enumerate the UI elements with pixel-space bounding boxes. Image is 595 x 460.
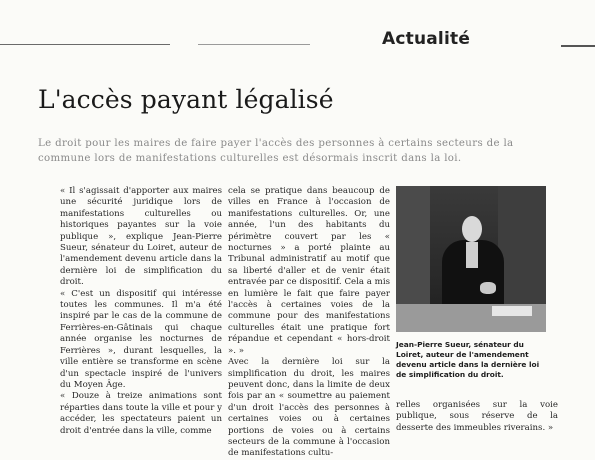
paragraph: relles organisées sur la voie publique, sous réserve de la desserte des immeubles riverains. » (396, 400, 558, 433)
photo-paper (492, 306, 532, 316)
article-column-1 (60, 186, 222, 437)
paragraph: « C'est un dispositif qui intéresse toutes les communes. Il m'a été inspiré par le cas de la commune de Ferrières-en-Gâtinais qui chaque année organise les nocturnes de Ferrières », durant lesquelles, la ville entière se transforme en scène d'un spectacle inspiré de l'univers du Moyen Âge. (60, 288, 222, 390)
photo-caption: Jean-Pierre Sueur, sénateur du Loiret, auteur de l'amendement devenu article dans la dernière loi de simplification du droit. (396, 340, 540, 379)
article-title: L'accès payant légalisé (38, 85, 334, 114)
portrait-photo (396, 186, 546, 332)
top-rule-left (0, 44, 170, 45)
photo-figure-hand (480, 282, 496, 294)
photo-figure-shirt (466, 242, 478, 268)
paragraph: cela se pratique dans beaucoup de villes en France à l'occasion de manifestations culturelles. Or, une année, l'un des habitants du périmètre couvert par les « nocturnes » a porté plainte au Tribunal administratif au motif que sa liberté d'aller et de venir était entravée par ce dispositif. Cela a mis en lumière le fait que faire payer l'accès à certaines voies de la commune pour des manifestations culturelles était une pratique fort répandue et cependant « hors-droit ». » (228, 186, 390, 356)
top-rule-right (561, 45, 595, 47)
paragraph: Avec la dernière loi sur la simplification du droit, les maires peuvent donc, dans la limite de deux fois par an « soumettre au paiement d'un droit l'accès des personnes à certaines voies ou à certaines portions de voies ou à certains secteurs de la commune à l'occasion de manifestations cultu- (228, 357, 390, 459)
article-column-2 (228, 186, 390, 460)
article-column-3 (396, 400, 558, 434)
top-rule-middle (198, 44, 310, 45)
article-lead: Le droit pour les maires de faire payer l'accès des personnes à certains secteurs de la commune lors de manifestations culturelles est désormais inscrit dans la loi. (38, 138, 514, 164)
photo-figure-head (462, 216, 482, 242)
paragraph: « Il s'agissait d'apporter aux maires une sécurité juridique lors de manifestations culturelles ou historiques payantes sur la voie publique », explique Jean-Pierre Sueur, sénateur du Loiret, auteur de l'amendement devenu article dans la dernière loi de simplification du droit. (60, 186, 222, 288)
section-rubric: Actualité (382, 29, 471, 49)
paragraph: « Douze à treize animations sont réparties dans toute la ville et pour y accéder, les spectateurs paient un droit d'entrée dans la ville, comme (60, 391, 222, 436)
